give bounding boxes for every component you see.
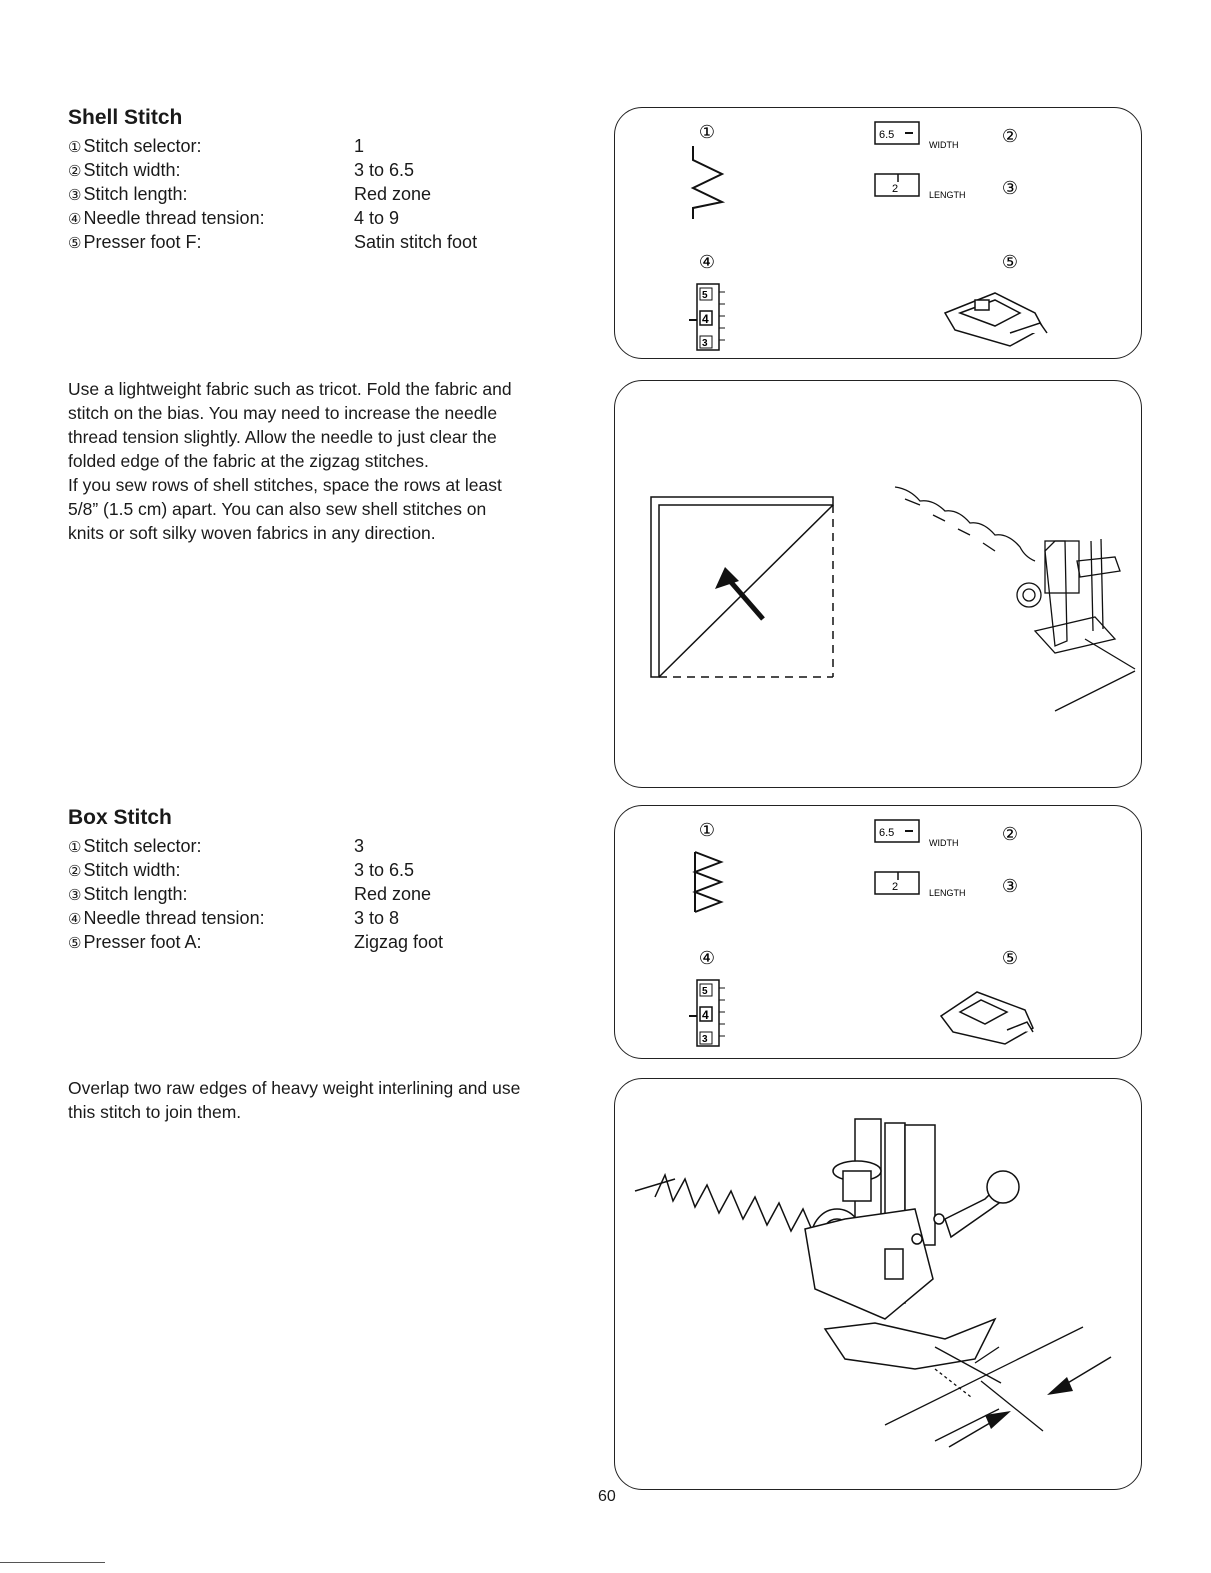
fold-arrow-icon: [715, 567, 763, 619]
satin-stitch-foot-icon: [945, 293, 1047, 346]
tension-scale-icon: [689, 980, 725, 1046]
callout-number: ⑤: [68, 935, 82, 952]
setting-row: [68, 182, 477, 206]
tension-mid: 4: [702, 312, 709, 326]
paragraph-line: this stitch to join them.: [68, 1102, 242, 1122]
paragraph-line: If you sew rows of shell stitches, space the rows at least: [68, 475, 502, 495]
width-dial-icon: [875, 122, 959, 150]
callout-2: ②: [1001, 824, 1019, 844]
shell-stitch-title: Shell Stitch: [68, 106, 183, 129]
shell-stitch-pattern-icon: [693, 146, 722, 219]
setting-label: Presser foot A:: [83, 932, 202, 952]
shell-stitch-instructions: [68, 377, 593, 545]
setting-row: [68, 158, 477, 182]
paragraph-line: Use a lightweight fabric such as tricot. Fold the fabric and: [68, 379, 512, 399]
callout-number: ①: [68, 139, 82, 156]
page-number: 60: [598, 1488, 616, 1505]
setting-label: Presser foot F:: [83, 232, 202, 252]
width-value: 6.5: [879, 827, 895, 839]
tension-bot: 3: [702, 338, 708, 349]
setting-label: Stitch width:: [83, 160, 181, 180]
setting-value: Red zone: [354, 184, 432, 204]
callout-3: ③: [1001, 876, 1019, 896]
callout-5: ⑤: [1001, 252, 1019, 272]
setting-row: [68, 834, 443, 858]
setting-value: Zigzag foot: [354, 932, 444, 952]
setting-row: [68, 930, 443, 954]
box-stitch-title: Box Stitch: [68, 806, 172, 829]
length-value: 2: [892, 881, 899, 893]
setting-label: Needle thread tension:: [83, 208, 265, 228]
paragraph-line: stitch on the bias. You may need to increase the needle: [68, 403, 498, 423]
box-illustration-panel: [614, 1078, 1142, 1490]
setting-label: Stitch selector:: [83, 836, 202, 856]
sewing-shell-stitch-illustration: [895, 487, 1135, 711]
box-stitch-settings: [68, 834, 443, 954]
setting-row: [68, 858, 443, 882]
setting-value: 1: [354, 136, 365, 156]
callout-3: ③: [1001, 178, 1019, 198]
box-stitch-pattern-icon: [695, 852, 721, 912]
setting-label: Stitch length:: [83, 184, 188, 204]
shell-illustration-art: [615, 381, 1141, 787]
callout-number: ③: [68, 887, 82, 904]
setting-label: Stitch selector:: [83, 136, 202, 156]
callout-5: ⑤: [1001, 948, 1019, 968]
tension-mid: 4: [702, 1008, 709, 1022]
callout-number: ④: [68, 211, 82, 228]
tension-scale-icon: [689, 284, 725, 350]
setting-label: Needle thread tension:: [83, 908, 265, 928]
length-dial-icon: [875, 174, 966, 200]
box-settings-panel: [614, 805, 1142, 1059]
setting-row: [68, 134, 477, 158]
length-label: LENGTH: [929, 190, 966, 200]
zigzag-foot-icon: [941, 992, 1033, 1044]
width-label: WIDTH: [929, 838, 959, 848]
setting-label: Stitch length:: [83, 884, 188, 904]
setting-value: 3 to 6.5: [354, 160, 415, 180]
box-settings-art: [615, 806, 1141, 1058]
tension-top: 5: [702, 290, 708, 301]
setting-value: 3 to 6.5: [354, 860, 415, 880]
callout-4: ④: [698, 252, 716, 272]
callout-1: ①: [698, 122, 716, 142]
width-dial-icon: [875, 820, 959, 848]
callout-4: ④: [698, 948, 716, 968]
folded-fabric-diagram: [651, 497, 833, 677]
length-value: 2: [892, 183, 899, 195]
setting-row: [68, 230, 477, 254]
paragraph-line: thread tension slightly. Allow the needle to just clear the: [68, 427, 497, 447]
tension-bot: 3: [702, 1034, 708, 1045]
shell-illustration-panel: [614, 380, 1142, 788]
setting-label: Stitch width:: [83, 860, 181, 880]
paragraph-line: 5/8” (1.5 cm) apart. You can also sew shell stitches on: [68, 499, 487, 519]
callout-1: ①: [698, 820, 716, 840]
footer-rule: [0, 1562, 105, 1563]
callout-number: ⑤: [68, 235, 82, 252]
shell-settings-panel: [614, 107, 1142, 359]
setting-value: 3: [354, 836, 365, 856]
presser-foot-illustration: [805, 1119, 1019, 1369]
callout-number: ②: [68, 163, 82, 180]
setting-value: 3 to 8: [354, 908, 400, 928]
setting-row: [68, 906, 443, 930]
shell-stitch-settings: [68, 134, 477, 254]
callout-number: ①: [68, 839, 82, 856]
length-dial-icon: [875, 872, 966, 898]
length-label: LENGTH: [929, 888, 966, 898]
box-stitch-seam: [635, 1175, 815, 1237]
box-illustration-art: [615, 1079, 1141, 1489]
callout-number: ④: [68, 911, 82, 928]
box-stitch-instructions: [68, 1076, 593, 1124]
callout-number: ②: [68, 863, 82, 880]
width-label: WIDTH: [929, 140, 959, 150]
shell-settings-art: [615, 108, 1141, 358]
setting-row: [68, 206, 477, 230]
width-value: 6.5: [879, 129, 895, 141]
callout-2: ②: [1001, 126, 1019, 146]
setting-value: 4 to 9: [354, 208, 400, 228]
paragraph-line: folded edge of the fabric at the zigzag stitches.: [68, 451, 429, 471]
overlap-width-arrows-icon: [949, 1357, 1111, 1447]
tension-top: 5: [702, 986, 708, 997]
setting-row: [68, 882, 443, 906]
paragraph-line: Overlap two raw edges of heavy weight interlining and use: [68, 1078, 521, 1098]
callout-number: ③: [68, 187, 82, 204]
setting-value: Satin stitch foot: [354, 232, 478, 252]
setting-value: Red zone: [354, 884, 432, 904]
paragraph-line: knits or soft silky woven fabrics in any direction.: [68, 523, 436, 543]
